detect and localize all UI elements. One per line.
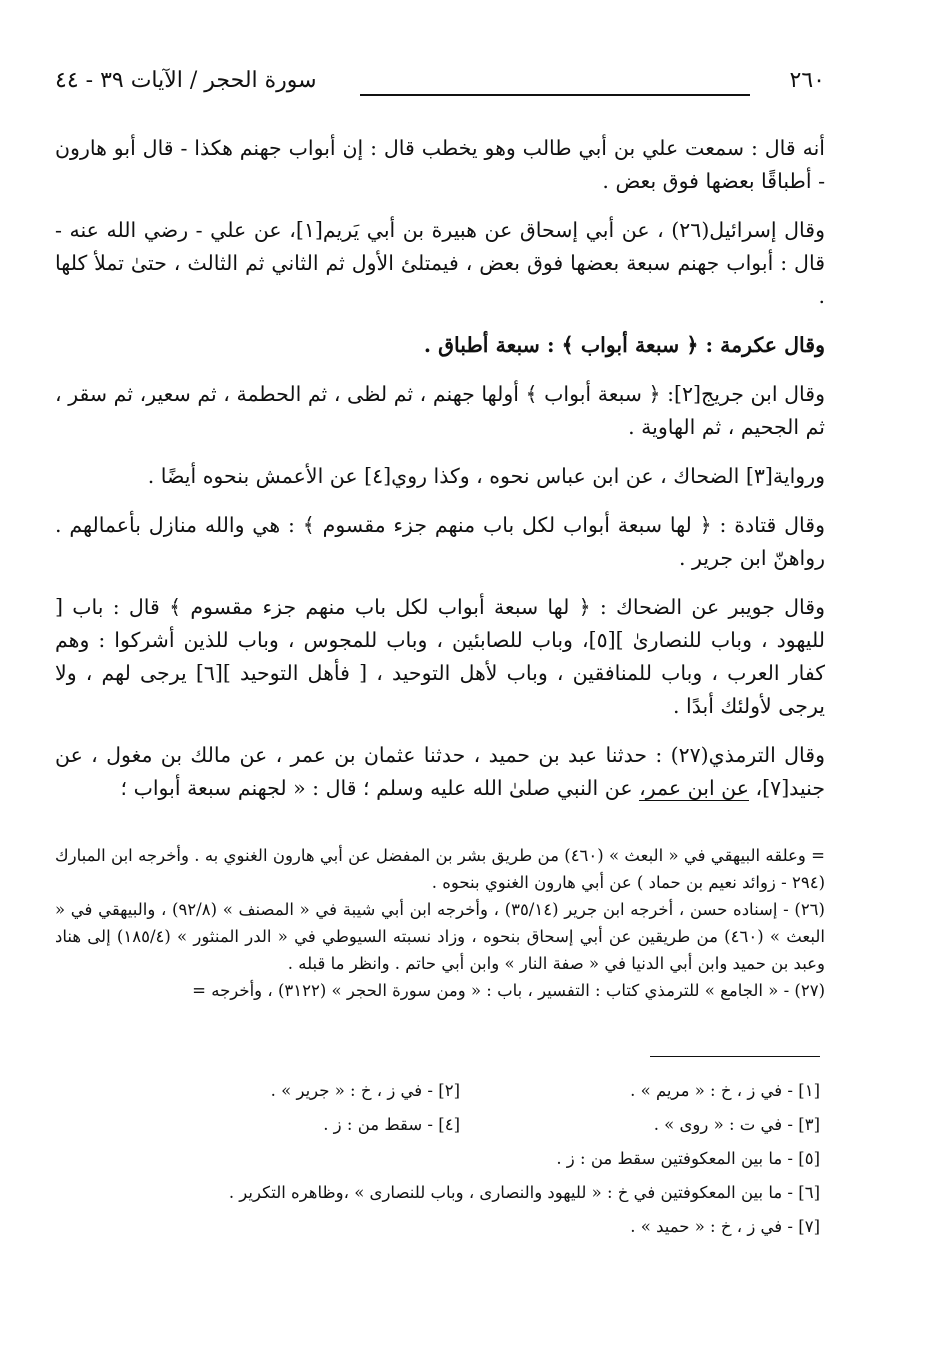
- paragraph-8-rest: عن النبي صلىٰ الله عليه وسلم ؛ قال : « لجهنم سبعة أبواب ؛: [120, 776, 633, 800]
- paragraph-7: وقال جويبر عن الضحاك : ﴿ لها سبعة أبواب لكل باب منهم جزء مقسوم ﴾ قال : باب [ لليهود ، وباب للنصارىٰ ][٥]، وباب للصابئين ، وباب للمجوس ، وباب للذين أشركوا : وهم كفار العرب ، وباب للمنافقين ، وباب لأهل التوحيد ، [ فأهل التوحيد ][٦] يرجى لهم ، ولا يرجى لأولئك أبدًا .: [55, 595, 826, 718]
- notes-row-3: [100, 1142, 820, 1176]
- paragraph-4: وقال ابن جريج[٢]: ﴿ سبعة أبواب ﴾ أولها جهنم ، ثم لظى ، ثم الحطمة ، ثم سعير، ثم سقر ، ثم الجحيم ، ثم الهاوية .: [55, 382, 825, 439]
- footnote-continuation: = وعلقه البيهقي في « البعث » (٤٦٠) من طريق بشر بن المفضل عن أبي هارون الغنوي به . وأخرجه ابن المبارك (٢٩٤ - زوائد نعيم بن حماد ) عن أبي هارون الغنوي بنحوه .: [55, 846, 825, 892]
- note-7: [٧] - في ز ، خ : « حميد » .: [630, 1217, 820, 1236]
- notes-separator: [650, 1056, 820, 1057]
- paragraph-6: وقال قتادة : ﴿ لها سبعة أبواب لكل باب منهم جزء مقسوم ﴾ : هي والله منازل بأعمالهم . رواهنّ ابن جرير .: [55, 513, 825, 570]
- notes-row-1: [100, 1074, 820, 1108]
- paragraph-3: وقال عكرمة : ﴿ سبعة أبواب ﴾ : سبعة أطباق .: [423, 333, 825, 357]
- header-rule: [360, 94, 750, 96]
- note-1: [١] - في ز ، خ : « مريم » .: [630, 1081, 820, 1100]
- page-number: ٢٦٠: [789, 68, 825, 93]
- paragraph-1: أنه قال : سمعت علي بن أبي طالب وهو يخطب قال : إن أبواب جهنم هكذا - قال أبو هارون - أطباقًا بعضها فوق بعض .: [55, 136, 825, 193]
- footnotes: [55, 842, 825, 1004]
- page-header: [55, 68, 825, 102]
- note-4: [٤] - سقط من : ز .: [323, 1115, 460, 1134]
- variant-notes: [100, 1074, 820, 1244]
- note-2: [٢] - في ز ، خ : « جرير » .: [270, 1081, 460, 1100]
- notes-row-4: [100, 1176, 820, 1210]
- chapter-title: سورة الحجر / الآيات ٣٩ - ٤٤: [55, 68, 317, 93]
- main-text: [55, 132, 825, 821]
- paragraph-5: ورواية[٣] الضحاك ، عن ابن عباس نحوه ، وكذا روي[٤] عن الأعمش بنحوه أيضًا .: [147, 464, 825, 488]
- footnote-27: (٢٧) - « الجامع » للترمذي كتاب : التفسير ، باب : « ومن سورة الحجر » (٣١٢٢) ، وأخرجه =: [192, 981, 825, 1000]
- paragraph-8-text: وقال الترمذي(٢٧) : حدثنا عبد بن حميد ، حدثنا عثمان بن عمر ، عن مالك بن مغول ، عن جنيد[٧]،: [55, 743, 825, 800]
- notes-row-2: [100, 1108, 820, 1142]
- note-5: [٥] - ما بين المعكوفتين سقط من : ز .: [556, 1149, 820, 1168]
- notes-row-5: [100, 1210, 820, 1244]
- paragraph-8-underlined: عن ابن عمر،: [639, 776, 750, 800]
- note-6: [٦] - ما بين المعكوفتين في خ : « لليهود والنصارى ، وباب للنصارى » ،وظاهره التكرير .: [228, 1183, 820, 1202]
- note-3: [٣] - في ت : « روى » .: [653, 1115, 820, 1134]
- paragraph-8: [55, 739, 825, 805]
- footnote-26: (٢٦) - إسناده حسن ، أخرجه ابن جرير (٣٥/١٤) ، وأخرجه ابن أبي شيبة في « المصنف » (٩٢/٨) ، والبيهقي في « البعث » (٤٦٠) من طريقين عن أبي إسحاق بنحوه ، وزاد نسبته السيوطي في « الدر المنثور » (١٨٥/٤) إلى هناد وعبد بن حميد وابن أبي الدنيا في « صفة النار » وابن أبي حاتم . وانظر ما قبله .: [55, 900, 825, 973]
- paragraph-2: وقال إسرائيل(٢٦) ، عن أبي إسحاق عن هبيرة بن أبي يَريم[١]، عن علي - رضي الله عنه - قال : أبواب جهنم سبعة بعضها فوق بعض ، فيمتلئ الأول ثم الثاني ثم الثالث ، حتىٰ تملأ كلها .: [55, 218, 826, 308]
